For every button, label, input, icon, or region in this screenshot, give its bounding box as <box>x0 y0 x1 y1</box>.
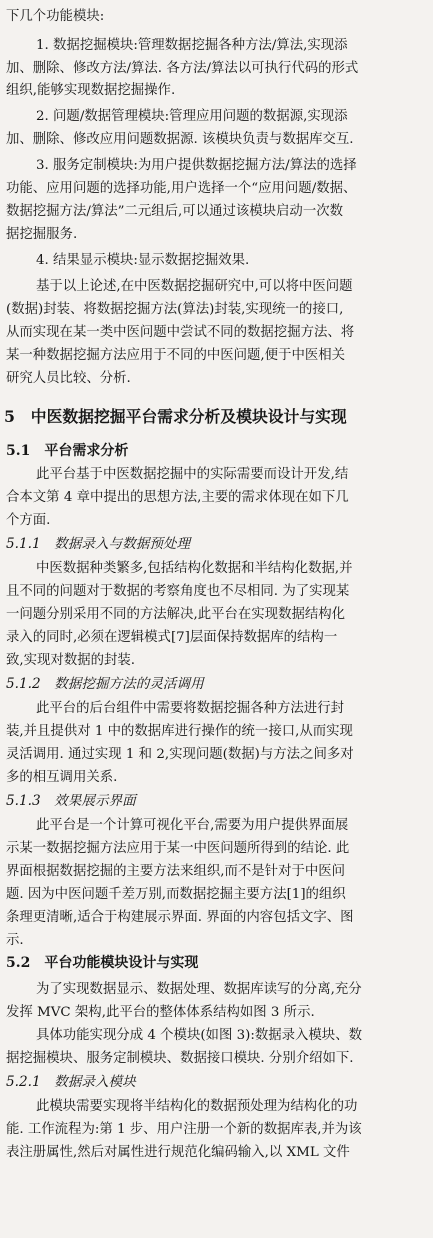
text-line: 具体功能实现分成 4 个模块(如图 3):数据录入模块、数 <box>36 1028 362 1043</box>
text-line: 据挖掘服务. <box>6 227 78 242</box>
text-line: 据挖掘模块、服务定制模块、数据接口模块. 分别介绍如下. <box>6 1051 354 1066</box>
section-heading: 5 中医数据挖掘平台需求分析及模块设计与实现 <box>4 407 347 426</box>
subsubsection-heading: 5.2.1 数据录入模块 <box>6 1074 136 1090</box>
text-line: 录入的同时,必须在逻辑模式[7]层面保持数据库的结构一 <box>6 630 338 645</box>
text-line: 1. 数据挖掘模块:管理数据挖掘各种方法/算法,实现添 <box>36 38 348 53</box>
text-line: 加、删除、修改方法/算法. 各方法/算法以可执行代码的形式 <box>6 61 359 76</box>
text-line: 下几个功能模块: <box>6 9 105 24</box>
text-line: 合本文第 4 章中提出的思想方法,主要的需求体现在如下几 <box>6 490 349 505</box>
text-line: 数据挖掘方法/算法”二元组后,可以通过该模块启动一次数 <box>6 204 343 219</box>
text-line: 从而实现在某一类中医问题中尝试不同的数据挖掘方法、将 <box>6 325 355 340</box>
text-line: 一问题分别采用不同的方法解决,此平台在实现数据结构化 <box>6 607 346 622</box>
text-line: 研究人员比较、分析. <box>6 371 131 386</box>
subsection-heading: 5.1 平台需求分析 <box>6 443 129 459</box>
text-line: 界面根据数据挖掘的主要方法来组织,而不是针对于中医问 <box>6 864 346 879</box>
text-line: 中医数据种类繁多,包括结构化数据和半结构化数据,并 <box>36 561 353 576</box>
text-line: 个方面. <box>6 513 51 528</box>
text-line: 表注册属性,然后对属性进行规范化编码输入,以 XML 文件 <box>6 1145 350 1160</box>
subsubsection-heading: 5.1.3 效果展示界面 <box>6 793 136 809</box>
subsubsection-heading: 5.1.2 数据挖掘方法的灵活调用 <box>6 676 204 692</box>
text-line: 2. 问题/数据管理模块:管理应用问题的数据源,实现添 <box>36 109 348 124</box>
text-line: 3. 服务定制模块:为用户提供数据挖掘方法/算法的选择 <box>36 158 357 173</box>
text-line: 灵活调用. 通过实现 1 和 2,实现问题(数据)与方法之间多对 <box>6 747 354 762</box>
text-line: 装,并且提供对 1 中的数据库进行操作的统一接口,从而实现 <box>6 724 353 739</box>
text-line: 加、删除、修改应用问题数据源. 该模块负责与数据库交互. <box>6 132 354 147</box>
text-line: 多的相互调用关系. <box>6 770 118 785</box>
text-line: 题. 因为中医问题千差万别,而数据挖掘主要方法[1]的组织 <box>6 887 346 902</box>
text-line: 此模块需要实现将半结构化的数据预处理为结构化的功 <box>36 1099 358 1114</box>
text-line: 发挥 MVC 架构,此平台的整体体系结构如图 3 所示. <box>6 1005 315 1020</box>
subsubsection-heading: 5.1.1 数据录入与数据预处理 <box>6 536 191 552</box>
text-line: 基于以上论述,在中医数据挖掘研究中,可以将中医问题 <box>36 279 353 294</box>
text-line: 条理更清晰,适合于构建展示界面. 界面的内容包括文字、图 <box>6 910 354 925</box>
subsection-heading: 5.2 平台功能模块设计与实现 <box>6 955 199 971</box>
text-line: 示某一数据挖掘方法应用于某一中医问题所得到的结论. 此 <box>6 841 350 856</box>
text-line: 为了实现数据显示、数据处理、数据库读写的分离,充分 <box>36 982 362 997</box>
text-line: 4. 结果显示模块:显示数据挖掘效果. <box>36 253 250 268</box>
text-line: 示. <box>6 933 24 948</box>
text-line: (数据)封装、将数据挖掘方法(算法)封装,实现统一的接口, <box>6 302 344 317</box>
text-line: 功能、应用问题的选择功能,用户选择一个“应用问题/数据、 <box>6 181 357 196</box>
text-line: 某一种数据挖掘方法应用于不同的中医问题,便于中医相关 <box>6 348 346 363</box>
text-line: 此平台基于中医数据挖掘中的实际需要而设计开发,结 <box>36 467 349 482</box>
text-line: 能. 工作流程为:第 1 步、用户注册一个新的数据库表,并为该 <box>6 1122 362 1137</box>
text-line: 且不同的问题对于数据的考察角度也不尽相同. 为了实现某 <box>6 584 350 599</box>
text-line: 组织,能够实现数据挖掘操作. <box>6 83 176 98</box>
text-line: 此平台是一个计算可视化平台,需要为用户提供界面展 <box>36 818 349 833</box>
text-line: 致,实现对数据的封装. <box>6 653 136 668</box>
text-line: 此平台的后台组件中需要将数据挖掘各种方法进行封 <box>36 701 344 716</box>
